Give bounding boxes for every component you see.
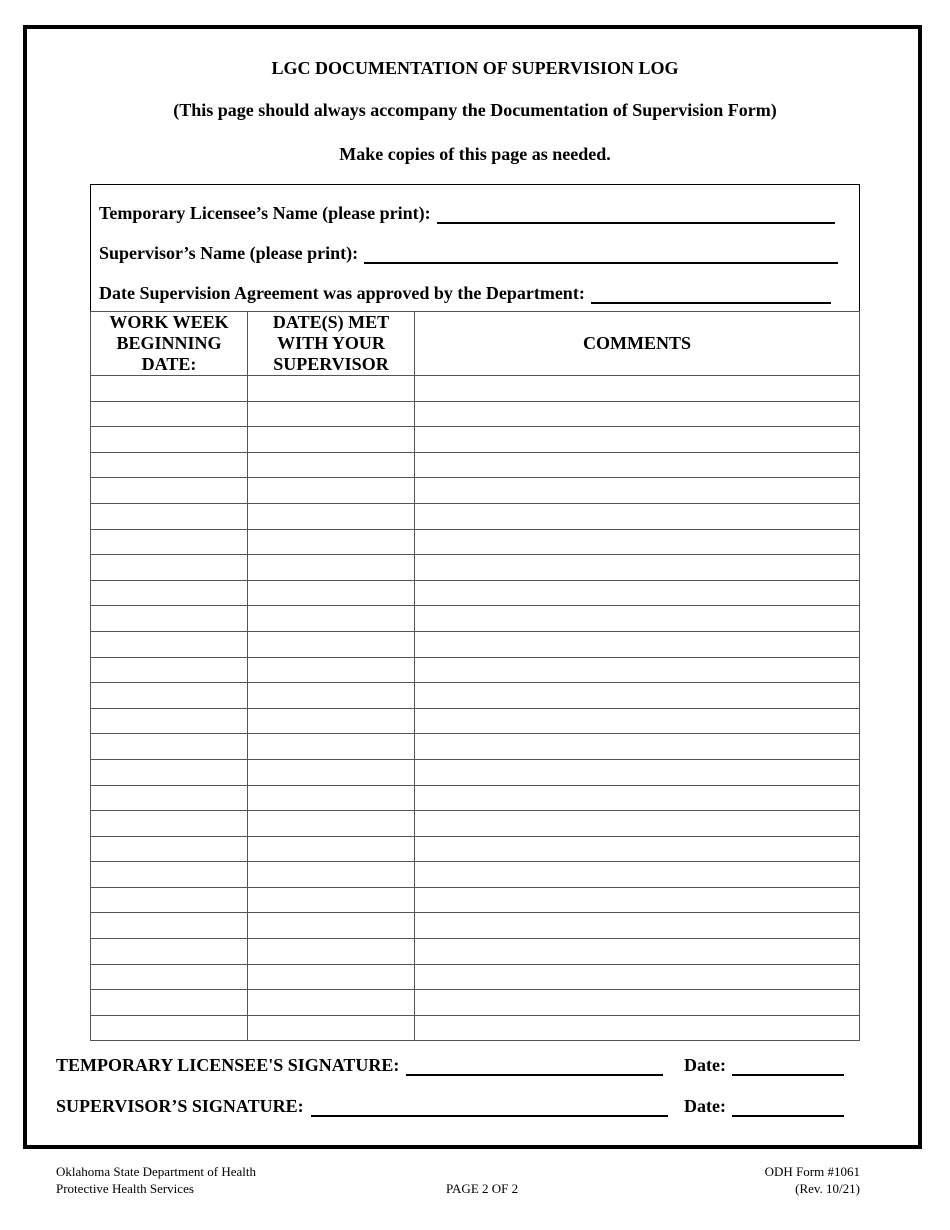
work-week-cell[interactable] [91, 785, 248, 811]
licensee-date-row [684, 1055, 844, 1076]
supervisor-date-row [684, 1096, 844, 1117]
comments-cell[interactable] [415, 708, 860, 734]
footer-org-line1: Oklahoma State Department of Health [56, 1164, 256, 1179]
table-row [91, 683, 860, 709]
work-week-header: WORK WEEK BEGINNING DATE: [91, 312, 248, 376]
dates-met-cell[interactable] [248, 990, 415, 1016]
dates-met-cell[interactable] [248, 478, 415, 504]
dates-met-header: DATE(S) MET WITH YOUR SUPERVISOR [248, 312, 415, 376]
table-row [91, 529, 860, 555]
dates-met-cell[interactable] [248, 529, 415, 555]
table-row [91, 811, 860, 837]
work-week-cell[interactable] [91, 862, 248, 888]
copy-instruction: Make copies of this page as needed. [339, 144, 611, 164]
dates-met-cell[interactable] [248, 913, 415, 939]
table-row [91, 657, 860, 683]
comments-cell[interactable] [415, 964, 860, 990]
work-week-cell[interactable] [91, 503, 248, 529]
work-week-cell[interactable] [91, 401, 248, 427]
table-row [91, 606, 860, 632]
dates-met-cell[interactable] [248, 580, 415, 606]
work-week-cell[interactable] [91, 708, 248, 734]
dates-met-cell[interactable] [248, 606, 415, 632]
dates-met-cell[interactable] [248, 759, 415, 785]
work-week-cell[interactable] [91, 913, 248, 939]
licensee-signature-row [56, 1055, 663, 1076]
work-week-cell[interactable] [91, 580, 248, 606]
comments-cell[interactable] [415, 503, 860, 529]
table-row [91, 631, 860, 657]
work-week-cell[interactable] [91, 811, 248, 837]
comments-cell[interactable] [415, 862, 860, 888]
comments-cell[interactable] [415, 529, 860, 555]
work-week-cell[interactable] [91, 734, 248, 760]
table-row [91, 401, 860, 427]
table-header-row [91, 312, 860, 376]
work-week-cell[interactable] [91, 631, 248, 657]
table-row [91, 759, 860, 785]
table-row [91, 708, 860, 734]
footer-org-line2: Protective Health Services [56, 1181, 194, 1196]
approval-date-label: Date Supervision Agreement was approved by the Department: [99, 283, 585, 303]
licensee-signature-field[interactable] [406, 1058, 663, 1076]
table-row [91, 427, 860, 453]
footer-revision: (Rev. 10/21) [795, 1181, 860, 1196]
dates-met-cell[interactable] [248, 503, 415, 529]
table-row [91, 1015, 860, 1041]
comments-cell[interactable] [415, 427, 860, 453]
licensee-name-row [99, 203, 835, 224]
dates-met-cell[interactable] [248, 683, 415, 709]
approval-date-field[interactable] [591, 286, 831, 304]
dates-met-cell[interactable] [248, 811, 415, 837]
table-row [91, 964, 860, 990]
table-row [91, 836, 860, 862]
comments-cell[interactable] [415, 683, 860, 709]
table-row [91, 913, 860, 939]
comments-cell[interactable] [415, 759, 860, 785]
dates-met-cell[interactable] [248, 657, 415, 683]
comments-cell[interactable] [415, 785, 860, 811]
supervision-log-table [90, 311, 860, 1041]
table-row [91, 503, 860, 529]
licensee-date-label: Date: [684, 1055, 726, 1075]
supervisor-name-label: Supervisor’s Name (please print): [99, 243, 359, 263]
licensee-date-field[interactable] [732, 1058, 844, 1076]
dates-met-cell[interactable] [248, 452, 415, 478]
work-week-cell[interactable] [91, 427, 248, 453]
comments-cell[interactable] [415, 631, 860, 657]
supervisor-date-label: Date: [684, 1096, 726, 1116]
comments-cell[interactable] [415, 555, 860, 581]
work-week-cell[interactable] [91, 683, 248, 709]
work-week-cell[interactable] [91, 939, 248, 965]
comments-cell[interactable] [415, 401, 860, 427]
dates-met-cell[interactable] [248, 964, 415, 990]
comments-cell[interactable] [415, 811, 860, 837]
work-week-cell[interactable] [91, 887, 248, 913]
work-week-cell[interactable] [91, 529, 248, 555]
footer-form-info [765, 1163, 860, 1197]
work-week-cell[interactable] [91, 657, 248, 683]
dates-met-cell[interactable] [248, 427, 415, 453]
work-week-cell[interactable] [91, 1015, 248, 1041]
supervisor-signature-label: SUPERVISOR’S SIGNATURE: [56, 1096, 304, 1116]
table-row [91, 990, 860, 1016]
footer-form-number: ODH Form #1061 [764, 1164, 860, 1179]
dates-met-cell[interactable] [248, 708, 415, 734]
work-week-cell[interactable] [91, 964, 248, 990]
table-row [91, 555, 860, 581]
supervisor-name-row [99, 243, 838, 264]
licensee-name-field[interactable] [437, 206, 835, 224]
footer-org [56, 1163, 256, 1197]
licensee-name-label: Temporary Licensee’s Name (please print): [99, 203, 431, 223]
table-row [91, 862, 860, 888]
page-subtitle: (This page should always accompany the Documentation of Supervision Form) [173, 100, 777, 120]
dates-met-cell[interactable] [248, 862, 415, 888]
dates-met-cell[interactable] [248, 734, 415, 760]
comments-cell[interactable] [415, 376, 860, 402]
comments-header: COMMENTS [415, 312, 860, 376]
comments-cell[interactable] [415, 606, 860, 632]
comments-cell[interactable] [415, 452, 860, 478]
table-row [91, 734, 860, 760]
table-row [91, 376, 860, 402]
approval-date-row [99, 283, 831, 304]
supervisor-signature-field[interactable] [311, 1099, 668, 1117]
work-week-cell[interactable] [91, 990, 248, 1016]
table-row [91, 785, 860, 811]
dates-met-cell[interactable] [248, 939, 415, 965]
table-row [91, 939, 860, 965]
comments-cell[interactable] [415, 990, 860, 1016]
dates-met-cell[interactable] [248, 555, 415, 581]
work-week-cell[interactable] [91, 606, 248, 632]
comments-cell[interactable] [415, 478, 860, 504]
dates-met-cell[interactable] [248, 785, 415, 811]
licensee-signature-label: TEMPORARY LICENSEE'S SIGNATURE: [56, 1055, 400, 1075]
comments-cell[interactable] [415, 1015, 860, 1041]
supervisor-date-field[interactable] [732, 1099, 844, 1117]
dates-met-cell[interactable] [248, 376, 415, 402]
dates-met-cell[interactable] [248, 1015, 415, 1041]
supervisor-name-field[interactable] [364, 246, 838, 264]
comments-cell[interactable] [415, 836, 860, 862]
dates-met-cell[interactable] [248, 401, 415, 427]
work-week-cell[interactable] [91, 836, 248, 862]
table-row [91, 580, 860, 606]
work-week-cell[interactable] [91, 478, 248, 504]
comments-cell[interactable] [415, 939, 860, 965]
comments-cell[interactable] [415, 580, 860, 606]
page-title: LGC DOCUMENTATION OF SUPERVISION LOG [271, 58, 679, 78]
work-week-cell[interactable] [91, 759, 248, 785]
comments-cell[interactable] [415, 887, 860, 913]
table-row [91, 452, 860, 478]
comments-cell[interactable] [415, 657, 860, 683]
work-week-cell[interactable] [91, 555, 248, 581]
work-week-cell[interactable] [91, 376, 248, 402]
comments-cell[interactable] [415, 734, 860, 760]
dates-met-cell[interactable] [248, 631, 415, 657]
supervisor-signature-row [56, 1096, 668, 1117]
info-box [90, 184, 860, 311]
work-week-cell[interactable] [91, 452, 248, 478]
footer-page-number: PAGE 2 OF 2 [446, 1181, 519, 1196]
table-row [91, 478, 860, 504]
dates-met-cell[interactable] [248, 836, 415, 862]
table-row [91, 887, 860, 913]
comments-cell[interactable] [415, 913, 860, 939]
dates-met-cell[interactable] [248, 887, 415, 913]
